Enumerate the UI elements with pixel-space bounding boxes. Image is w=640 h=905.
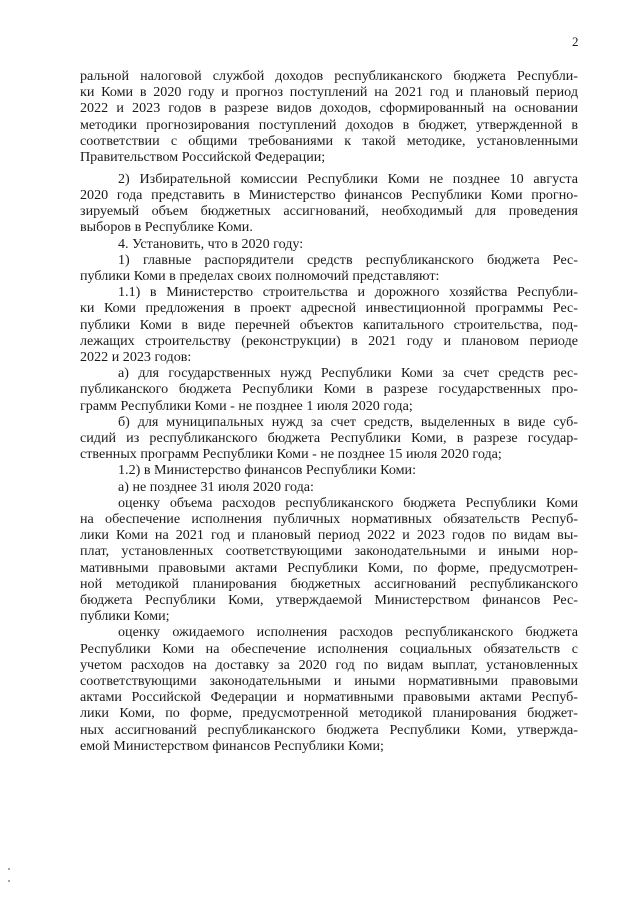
paragraph [80,236,578,252]
text-line: 2020 года представить в Министерство финансов Республики Коми прогно- [80,186,578,203]
scan-speck [8,868,10,870]
text-line: бюджета Республики Коми, утверждаемой Министерством финансов Рес- [80,592,578,608]
text-line: 2) Избирательной комиссии Республики Коми не позднее 10 августа [118,170,578,187]
page-number: 2 [572,34,579,49]
text-line: учетом расходов на доставку за 2020 год по видам выплат, установленных [80,656,578,673]
text-line: б) для муниципальных нужд за счет средств, выделенных в виде суб- [118,413,578,430]
text-line: соответствующими законодательными и иными нормативными правовыми [80,673,578,690]
text-line: 1) главные распорядители средств республиканского бюджета Рес- [118,251,578,268]
text-line: Правительством Российской Федерации; [80,149,326,166]
text-line: на обеспечение исполнения публичных нормативных обязательств Респуб- [80,510,578,527]
text-line: а) не позднее 31 июля 2020 года: [118,478,314,495]
text-line: публики Коми в виде перечней объектов капитального строительства, под- [80,316,578,333]
text-line: зируемый объем бюджетных ассигнований, необходимый для проведения [80,203,578,220]
paragraph [80,284,578,365]
text-line: ки Коми предложения в проект адресной инвестиционной программы Рес- [80,300,578,317]
text-line: публики Коми; [80,608,170,625]
text-line: соответствии с общими требованиями к такой методике, установленными [80,132,578,149]
text-line: лежащих строительству (реконструкции) в 2021 году и плановом периоде [80,332,578,349]
text-line: 2022 и 2023 годов в разрезе видов доходов, сформированный на основании [80,100,578,117]
text-line: ственных программ Республики Коми - не позднее 15 июля 2020 года; [80,446,502,463]
text-line: 1.1) в Министерство строительства и дорожного хозяйства Республи- [118,284,578,301]
text-line: емой Министерством финансов Республики Коми; [80,737,384,754]
paragraph [80,495,578,625]
text-line: плат, установленных соответствующими законодательными и иными нор- [80,543,578,560]
text-line: методики прогнозирования поступлений доходов в бюджет, утвержденной в [80,116,578,133]
text-line: 1.2) в Министерство финансов Республики Коми: [118,462,417,479]
text-line: публики Коми в пределах своих полномочий представляют: [80,267,440,284]
text-line: ной методикой планирования бюджетных ассигнований республиканского [80,575,578,592]
text-line: сидий из республиканского бюджета Республики Коми, в разрезе государ- [80,429,578,446]
text-line: ральной налоговой службой доходов республиканского бюджета Республи- [80,68,578,84]
paragraph [80,68,578,165]
text-line: Республики Коми на обеспечение исполнения социальных обязательств с [80,640,578,657]
paragraph [80,462,578,478]
text-line: выборов в Республике Коми. [80,219,253,236]
text-line: ки Коми в 2020 году и прогноз поступлений на 2021 год и плановый период [80,84,578,101]
text-line: ных ассигнований республиканского бюджета Республики Коми, утвержда- [80,721,578,738]
text-line: а) для государственных нужд Республики Коми за счет средств рес- [118,365,578,382]
text-line: оценку ожидаемого исполнения расходов республиканского бюджета [118,624,578,641]
text-line: мативными правовыми актами Республики Коми, по форме, предусмотрен- [80,559,578,576]
text-line: публиканского бюджета Республики Коми в разрезе государственных про- [80,381,578,398]
text-line: 4. Установить, что в 2020 году: [118,235,304,252]
text-line: грамм Республики Коми - не позднее 1 июля 2020 года; [80,397,413,414]
paragraph [80,365,578,414]
text-line: лики Коми на 2021 год и плановый период 2022 и 2023 годов по видам вы- [80,527,578,544]
text-line: лики Коми, по форме, предусмотренной методикой планирования бюджет- [80,705,578,722]
scan-speck [8,880,10,882]
text-line: 2022 и 2023 годов: [80,348,192,365]
paragraph [80,479,578,495]
paragraph [80,624,578,754]
text-line: актами Российской Федерации и нормативными правовыми актами Респуб- [80,689,578,706]
document-body [80,68,578,754]
paragraph [80,252,578,284]
text-line: оценку объема расходов республиканского бюджета Республики Коми [118,494,578,511]
paragraph [80,414,578,463]
paragraph [80,171,578,236]
